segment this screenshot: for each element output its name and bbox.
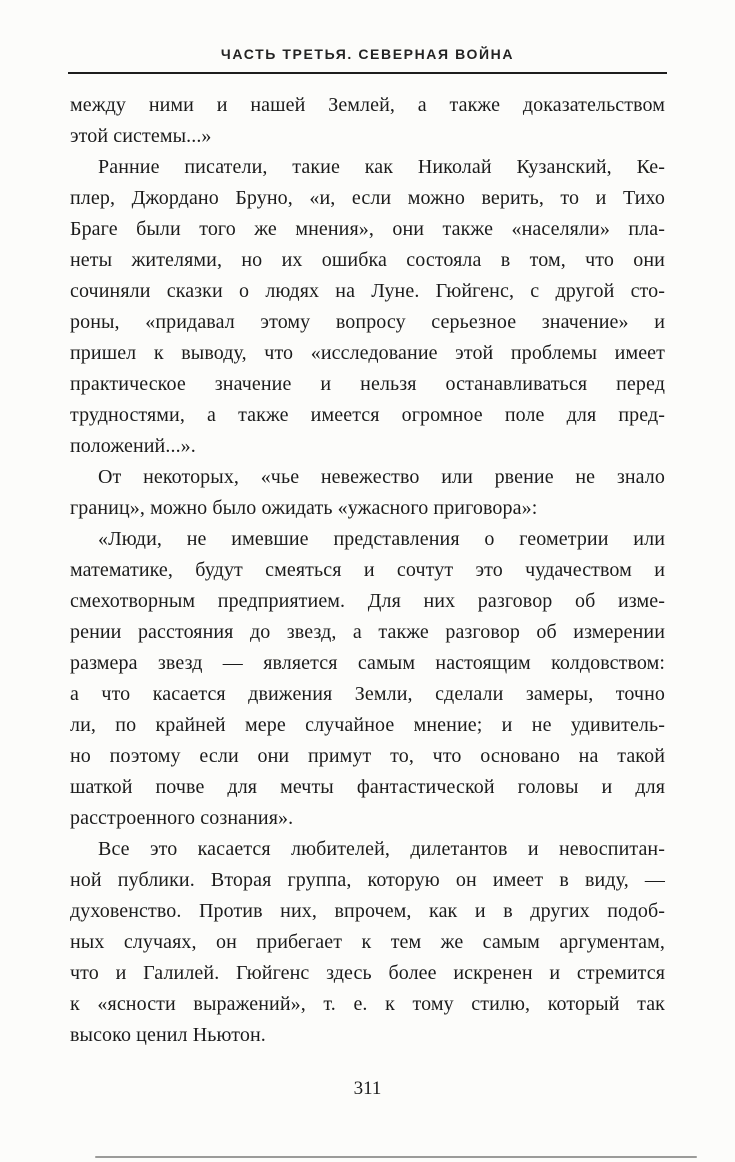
text-line: математике, будут смеяться и сочтут это чудачеством и: [70, 559, 665, 581]
text-line: Ранние писатели, такие как Николай Кузанский, Ке-: [98, 156, 665, 178]
text-line: сочиняли сказки о людях на Луне. Гюйгенс, с другой сто-: [70, 280, 665, 302]
text-line: шаткой почве для мечты фантастической головы и для: [70, 776, 665, 798]
paragraph: [70, 524, 665, 834]
paragraph: [70, 462, 665, 524]
scan-edge-artifact: [95, 1156, 697, 1158]
paragraph: [70, 834, 665, 1051]
text-line: границ», можно было ожидать «ужасного приговора»:: [70, 497, 538, 519]
text-line: неты жителями, но их ошибка состояла в том, что они: [70, 249, 665, 271]
text-line: Браге были того же мнения», они также «населяли» пла-: [70, 218, 665, 240]
text-line: к «ясности выражений», т. е. к тому стилю, который так: [70, 993, 665, 1015]
text-line: смехотворным предприятием. Для них разговор об изме-: [70, 590, 665, 612]
text-line: роны, «придавал этому вопросу серьезное значение» и: [70, 311, 665, 333]
text-line: Все это касается любителей, дилетантов и невоспитан-: [98, 838, 665, 860]
text-line: ной публики. Вторая группа, которую он имеет в виду, —: [70, 869, 665, 891]
running-header: ЧАСТЬ ТРЕТЬЯ. СЕВЕРНАЯ ВОЙНА: [220, 46, 515, 62]
text-line: От некоторых, «чье невежество или рвение не знало: [98, 466, 665, 488]
text-line: рении расстояния до звезд, а также разговор об измерении: [70, 621, 665, 643]
page-number: 311: [353, 1078, 382, 1099]
paragraph: [70, 90, 665, 152]
text-line: пришел к выводу, что «исследование этой проблемы имеет: [70, 342, 665, 364]
text-line: между ними и нашей Землей, а также доказательством: [70, 94, 665, 116]
text-line: «Люди, не имевшие представления о геометрии или: [98, 528, 665, 550]
text-line: что и Галилей. Гюйгенс здесь более искренен и стремится: [70, 962, 665, 984]
text-line: духовенство. Против них, впрочем, как и в других подоб-: [70, 900, 665, 922]
text-line: но поэтому если они примут то, что основано на такой: [70, 745, 665, 767]
paragraph: [70, 152, 665, 462]
text-line: трудностями, а также имеется огромное поле для пред-: [70, 404, 665, 426]
text-line: практическое значение и нельзя останавливаться перед: [70, 373, 665, 395]
text-line: размера звезд — является самым настоящим колдовством:: [70, 652, 665, 674]
text-line: плер, Джордано Бруно, «и, если можно верить, то и Тихо: [70, 187, 665, 209]
text-line: а что касается движения Земли, сделали замеры, точно: [70, 683, 665, 705]
text-line: высоко ценил Ньютон.: [70, 1024, 266, 1046]
text-line: ли, по крайней мере случайное мнение; и не удивитель-: [70, 714, 665, 736]
text-line: положений...».: [70, 435, 196, 457]
text-line: этой системы...»: [70, 125, 212, 147]
text-line: ных случаях, он прибегает к тем же самым аргументам,: [70, 931, 665, 953]
header-rule: [68, 72, 667, 74]
page-body: [70, 90, 665, 1051]
text-line: расстроенного сознания».: [70, 807, 294, 829]
